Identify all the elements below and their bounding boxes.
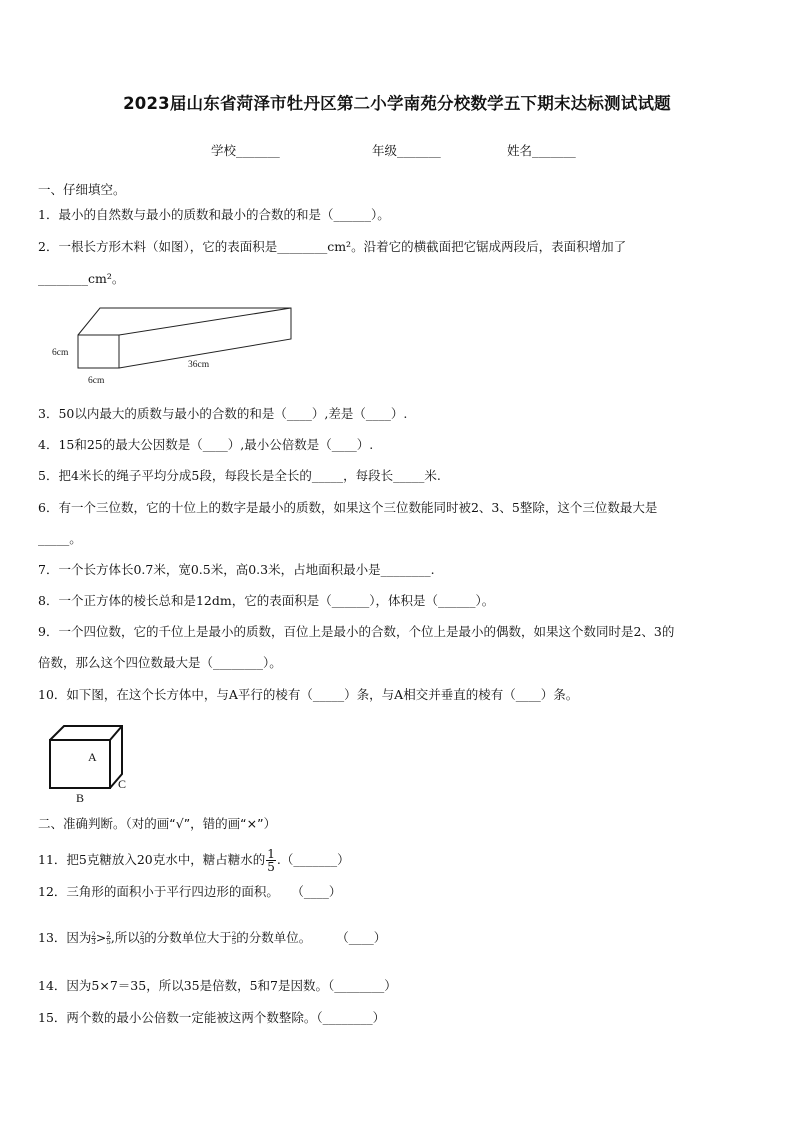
- question-9-line-1: 9．一个四位数，它的千位上是最小的质数，百位上是最小的合数，个位上是最小的偶数，如果这个数同时是2、3的: [38, 624, 675, 639]
- question-13: 13．因为 $\frac{2}{3}>$ $\frac{2}{5}$,所以 $\frac{2}{3}$的分数单位大于 $\frac{2}{5}$的分数单位。 （____）: [38, 930, 387, 946]
- question-15: 15．两个数的最小公倍数一定能被这两个数整除。（________）: [38, 1010, 386, 1025]
- question-8: 8．一个正方体的棱长总和是12dm，它的表面积是（______），体积是（______）。: [38, 593, 495, 608]
- question-12: 12．三角形的面积小于平行四边形的面积。 （____）: [38, 884, 342, 899]
- fraction-two-thirds-b: $\frac{2}{3}$: [139, 931, 145, 946]
- question-3: 3．50以内最大的质数与最小的合数的和是（____）,差是（____）.: [38, 406, 408, 421]
- question-6-line-1: 6．有一个三位数，它的十位上的数字是最小的质数，如果这个三位数能同时被2、3、5整除，这个三位数最大是: [38, 500, 658, 515]
- question-1: 1．最小的自然数与最小的质数和最小的合数的和是（______）。: [38, 207, 390, 222]
- question-14: 14．因为5×7＝35，所以35是倍数，5和7是因数。（________）: [38, 978, 397, 993]
- label-b: B: [76, 791, 85, 805]
- question-10: 10．如下图，在这个长方体中，与A平行的棱有（_____）条，与A相交并垂直的棱有（____）条。: [38, 687, 579, 702]
- section-1-heading: 一、仔细填空。: [38, 182, 126, 197]
- name-field: 姓名_______: [507, 143, 576, 158]
- question-2-line-1: 2．一根长方形木料（如图），它的表面积是________cm²。沿着它的横截面把它锯成两段后，表面积增加了: [38, 239, 627, 254]
- cuboid-figure-1: [50, 302, 310, 390]
- cuboid-figure-2: [40, 718, 140, 808]
- grade-field: 年级_______: [372, 143, 441, 158]
- question-9-line-2: 倍数，那么这个四位数最大是（________）。: [38, 655, 282, 670]
- fraction-two-fifths-b: $\frac{2}{5}$: [231, 931, 237, 946]
- fraction-two-fifths: $\frac{2}{5}$: [106, 931, 111, 946]
- depth-label: 6cm: [88, 376, 105, 386]
- length-label: 36cm: [188, 360, 210, 370]
- question-5: 5．把4米长的绳子平均分成5段，每段长是全长的_____，每段长_____米.: [38, 468, 441, 483]
- question-11: [38, 846, 350, 874]
- question-11-answer: .（_______）: [276, 852, 350, 867]
- question-4: 4．15和25的最大公因数是（____）,最小公倍数是（____）.: [38, 437, 374, 452]
- question-6-line-2: _____。: [38, 531, 82, 546]
- question-7: 7．一个长方体长0.7米，宽0.5米，高0.3米，占地面积最小是________.: [38, 562, 435, 577]
- label-a: A: [88, 750, 97, 764]
- question-2-line-2: ________cm²。: [38, 271, 125, 286]
- section-2-heading: 二、准确判断。（对的画“√”，错的画“×”）: [38, 816, 277, 831]
- fraction-one-fifth: $\frac{1}{5}$: [267, 847, 275, 874]
- fraction-two-thirds: $\frac{2}{3}$: [91, 931, 96, 946]
- page-title: 2023届山东省菏泽市牡丹区第二小学南苑分校数学五下期末达标测试试题: [123, 94, 671, 113]
- label-c: C: [118, 777, 127, 791]
- question-11-text: 11．把5克糖放入20克水中，糖占糖水的: [38, 852, 266, 867]
- school-field: 学校_______: [211, 143, 280, 158]
- width-label: 6cm: [52, 348, 69, 358]
